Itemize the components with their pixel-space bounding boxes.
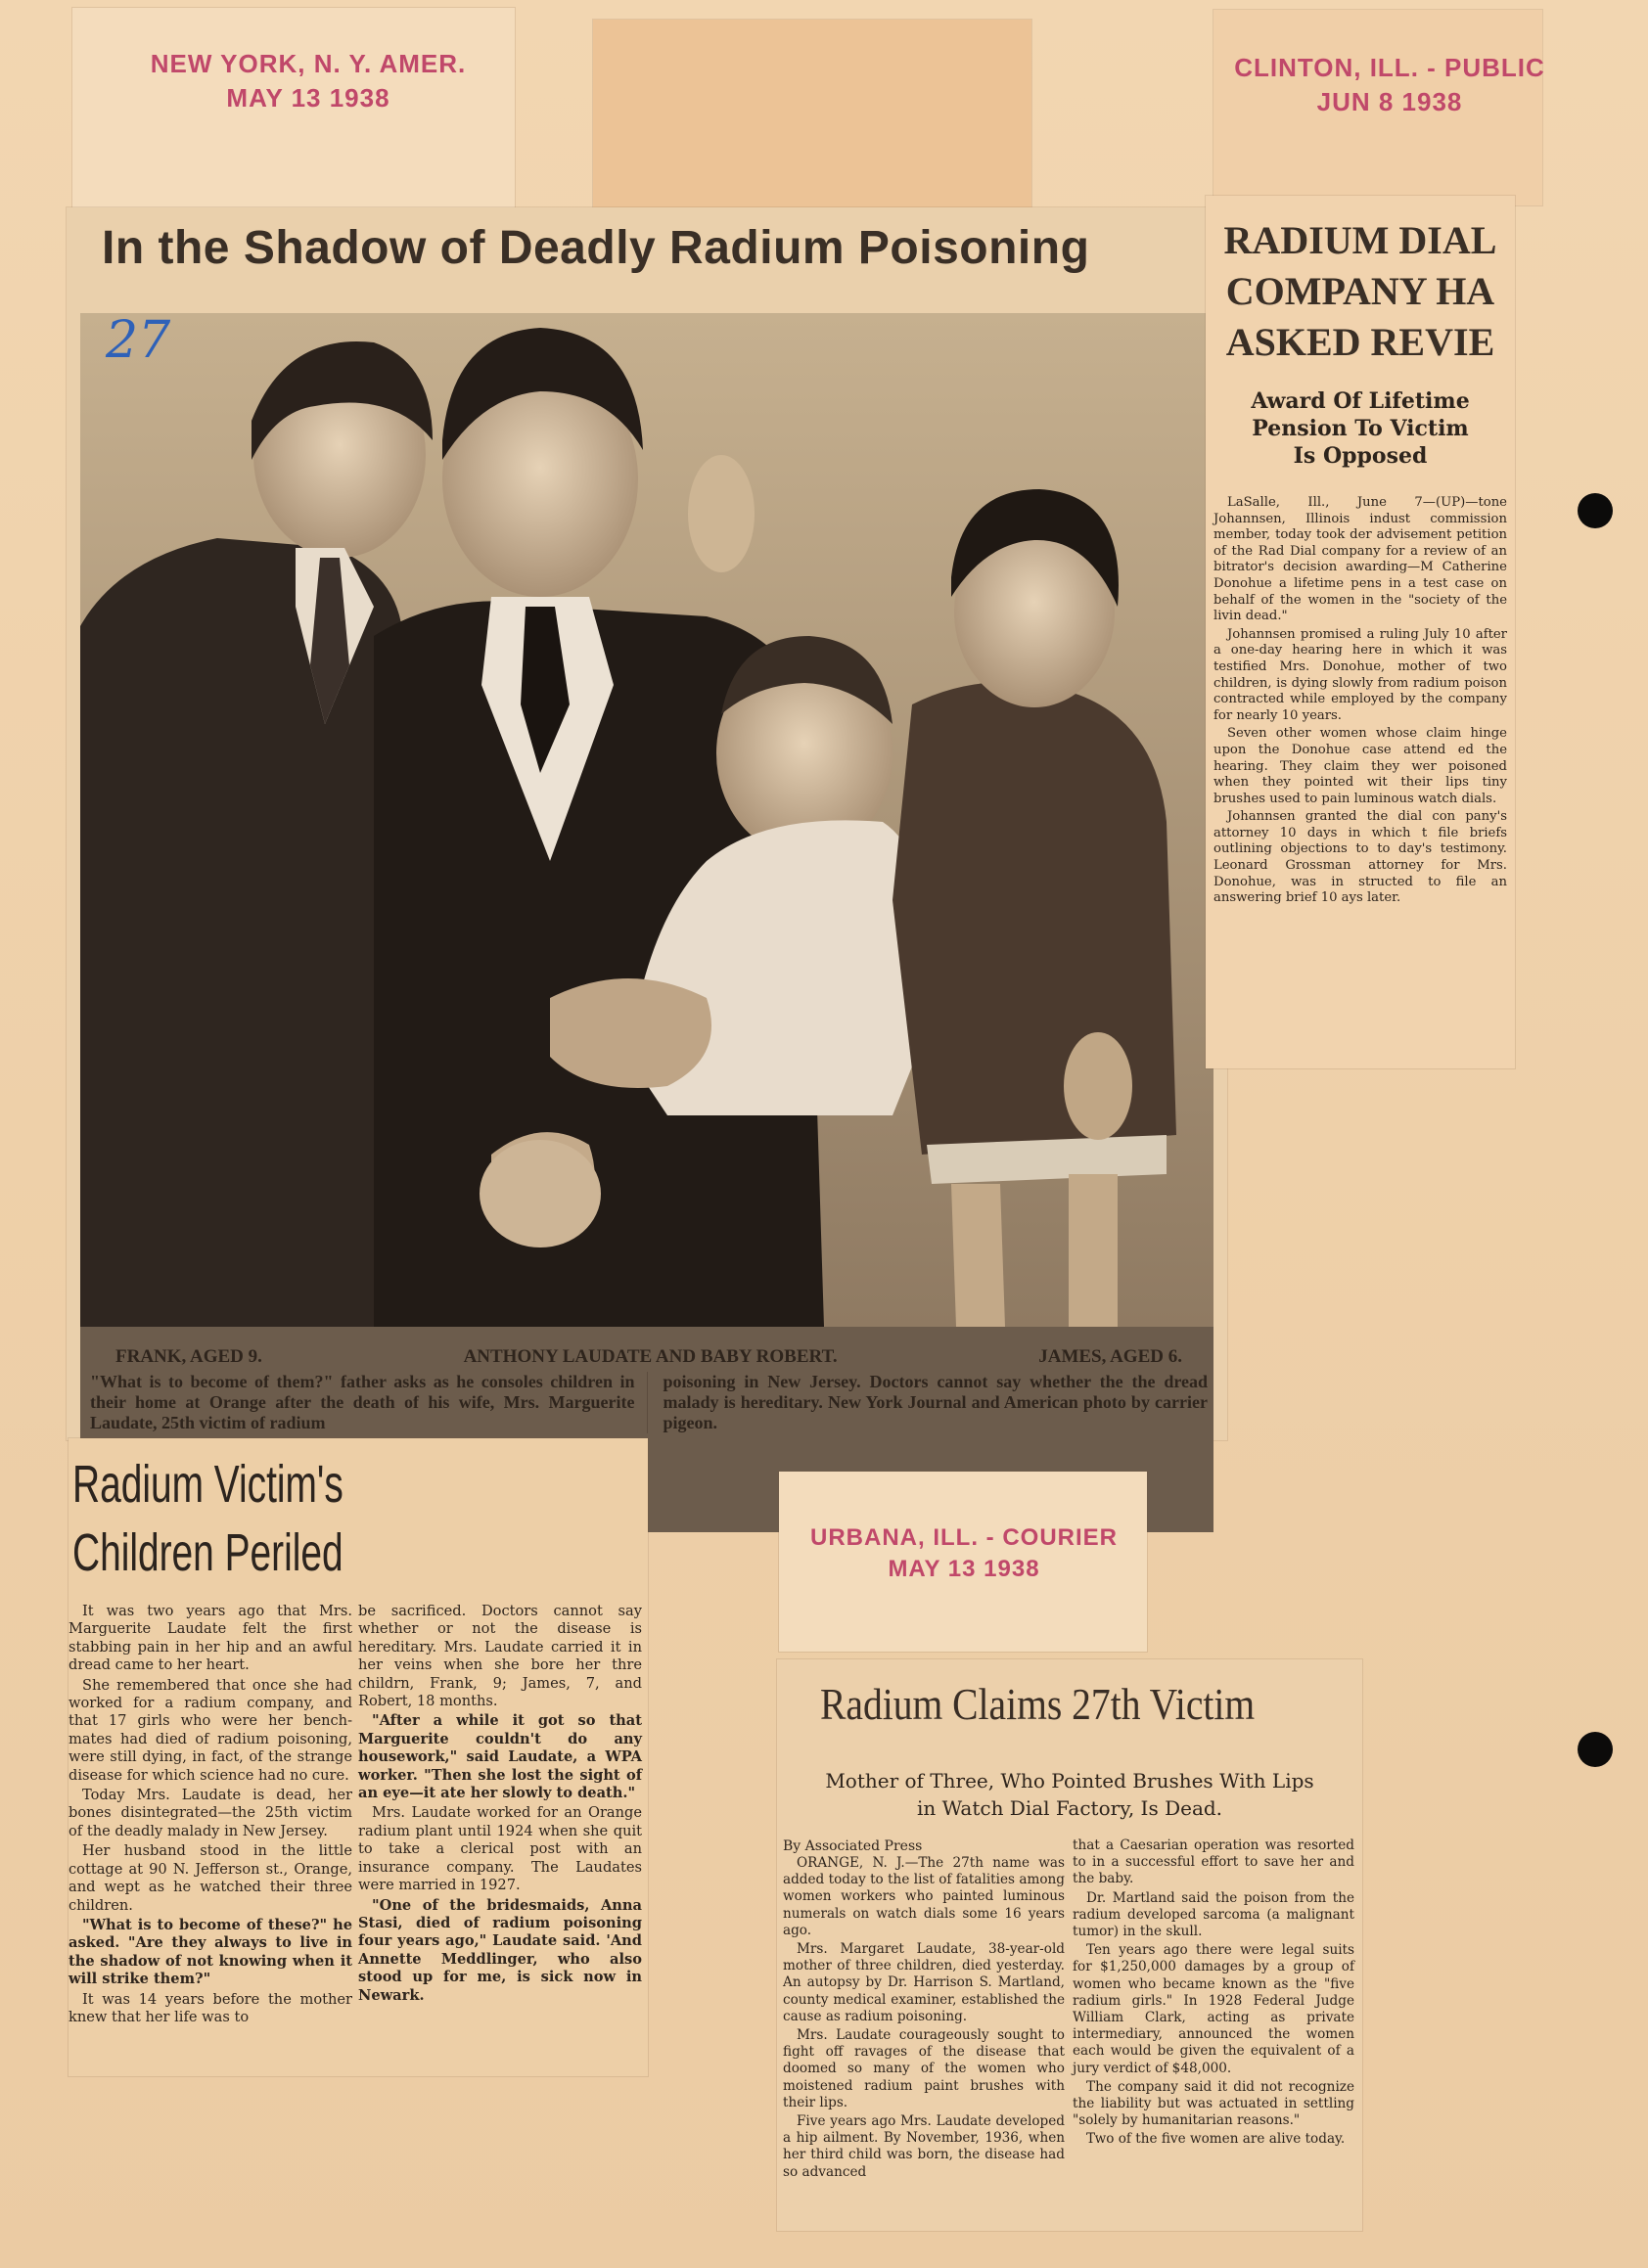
clinton-headline-line-1: RADIUM DIAL bbox=[1223, 218, 1497, 262]
clinton-subhead bbox=[1206, 387, 1515, 470]
urbana-subhead-line-1: Mother of Three, Who Pointed Brushes With Lips bbox=[825, 1769, 1314, 1792]
clinton-subhead-line-3: Is Opposed bbox=[1293, 443, 1428, 469]
urbana-paragraph: Mrs. Margaret Laudate, 38-year-old mother of three children, died yesterday. An autopsy by Dr. Harrison S. Martland, county medical examiner, established the cause as radium poisoning. bbox=[783, 1941, 1065, 2024]
ny-stamp bbox=[147, 47, 470, 115]
victim-paragraph: She remembered that once she had worked for a radium company, and that 17 girls who were her bench-mates had died of radium poisoning, were still dying, in fact, of the strange disease for which science had no cure. bbox=[69, 1676, 352, 1784]
victim-headline-line-1: Radium Victim's bbox=[72, 1455, 343, 1514]
binder-hole-bottom bbox=[1578, 1732, 1613, 1767]
victim-paragraph: It was two years ago that Mrs. Marguerite Laudate felt the first stabbing pain in her hip and an awful dread came to her heart. bbox=[69, 1603, 352, 1674]
urbana-stamp bbox=[783, 1522, 1145, 1586]
clinton-stamp-source: CLINTON, ILL. - PUBLIC bbox=[1234, 53, 1545, 82]
victim-paragraph: Mrs. Laudate worked for an Orange radium plant until 1924 when she quit to take a clerical post with an insurance company. The Laudates were married in 1927. bbox=[358, 1804, 642, 1894]
urbana-paragraph: The company said it did not recognize the liability but was actuated in settling "solely by humanitarian reasons." bbox=[1073, 2078, 1354, 2129]
ny-stamp-source: NEW YORK, N. Y. AMER. bbox=[150, 49, 467, 78]
victim-paragraph: Her husband stood in the little cottage at 90 N. Jefferson st., Orange, and wept as he watched their three children. bbox=[69, 1842, 352, 1914]
family-photo-image bbox=[80, 313, 1213, 1327]
clinton-subhead-line-2: Pension To Victim bbox=[1252, 416, 1469, 441]
clinton-subhead-line-1: Award Of Lifetime bbox=[1251, 388, 1470, 414]
main-caption bbox=[76, 1340, 1221, 1438]
urbana-headline: Radium Claims 27th Victim bbox=[820, 1679, 1256, 1729]
urbana-column-1 bbox=[783, 1837, 1065, 2183]
victim-quote: "What is to become of these?" he asked. "Are they always to live in the shadow of not knowing when it will strike them?" bbox=[69, 1916, 352, 1988]
urbana-clipping bbox=[777, 1659, 1362, 2231]
urbana-paragraph: Five years ago Mrs. Laudate developed a hip ailment. By November, 1936, when her third child was born, the disease had so advanced bbox=[783, 2113, 1065, 2180]
urbana-paragraph: Ten years ago there were legal suits for $1,250,000 damages by a group of women who became known as the "five radium girls." In 1928 Federal Judge William Clark, acting as private intermediary, announced the women each would be given the equivalent of a jury verdict of $48,000. bbox=[1073, 1942, 1354, 2076]
urbana-paragraph: ORANGE, N. J.—The 27th name was added today to the list of fatalities among women workers who painted luminous numerals on watch dials some 16 years ago. bbox=[783, 1855, 1065, 1938]
clinton-body bbox=[1213, 495, 1507, 909]
victim-paragraph: Today Mrs. Laudate is dead, her bones disintegrated—the 25th victim of the deadly malady in New Jersey. bbox=[69, 1787, 352, 1839]
blank-label-strip bbox=[593, 20, 1031, 215]
urbana-paragraph: Mrs. Laudate courageously sought to fight off ravages of the disease that doomed so many of the women who moistened radium paint brushes with their lips. bbox=[783, 2027, 1065, 2110]
victim-column-2 bbox=[358, 1603, 642, 2007]
clinton-stamp-date: JUN 8 1938 bbox=[1316, 87, 1463, 117]
caption-text-right: poisoning in New Jersey. Doctors cannot say whether the the dread malady is hereditary. New York Journal and American photo by carrier pigeon. bbox=[663, 1372, 1208, 1432]
caption-name-james: JAMES, AGED 6. bbox=[1038, 1346, 1182, 1367]
ny-stamp-date: MAY 13 1938 bbox=[226, 83, 390, 113]
victim-headline bbox=[72, 1450, 343, 1587]
urbana-subhead bbox=[777, 1767, 1362, 1822]
urbana-subhead-line-2: in Watch Dial Factory, Is Dead. bbox=[916, 1796, 1223, 1820]
clinton-paragraph: Johannsen promised a ruling July 10 after a one-day hearing here in which it was testified Mrs. Donohue, mother of two children, is dying slowly from radium poison contracted while employed by the company for nearly 10 years. bbox=[1213, 626, 1507, 723]
clinton-paragraph: Johannsen granted the dial con pany's attorney 10 days in which t file briefs outlining objections to to day's testimony. Leonard Grossman attorney for Mrs. Donohue, was in structed to file an answering brief 10 ays later. bbox=[1213, 809, 1507, 906]
victim-quote: "After a while it got so that Marguerite couldn't do any housework," said Laudate, a WPA worker. "Then she lost the sight of an eye—it ate her slowly to death." bbox=[358, 1712, 642, 1802]
urbana-paragraph: Two of the five women are alive today. bbox=[1086, 2131, 1346, 2148]
main-headline: In the Shadow of Deadly Radium Poisoning bbox=[102, 222, 1090, 274]
caption-text-left: "What is to become of them?" father asks as he consoles children in their home at Orange after the death of his wife, Mrs. Marguerite Laudate, 25th victim of radium bbox=[90, 1372, 648, 1433]
clinton-headline-line-2: COMPANY HA bbox=[1225, 269, 1495, 313]
clinton-clipping bbox=[1206, 196, 1515, 1068]
caption-names bbox=[76, 1340, 1221, 1372]
urbana-stamp-date: MAY 13 1938 bbox=[888, 1556, 1040, 1583]
urbana-stamp-source: URBANA, ILL. - COURIER bbox=[810, 1524, 1118, 1551]
binder-hole-top bbox=[1578, 493, 1613, 528]
victim-paragraph: be sacrificed. Doctors cannot say whether or not the disease is hereditary. Mrs. Laudate carried it in her veins when she bore her thre childrn, Frank, 9; James, 7, and Robert, 18 months. bbox=[358, 1603, 642, 1710]
clinton-paragraph: Seven other women whose claim hinge upon the Donohue case attend ed the hearing. They claim they wer poisoned when they pointed wit their lips tiny brushes used to pain luminous watch dials. bbox=[1213, 726, 1507, 806]
urbana-column-2 bbox=[1073, 1837, 1354, 2151]
urbana-paragraph: that a Caesarian operation was resorted to in a successful effort to save her and the baby. bbox=[1073, 1837, 1354, 1887]
caption-name-frank: FRANK, AGED 9. bbox=[115, 1346, 262, 1367]
clinton-paragraph: LaSalle, Ill., June 7—(UP)—tone Johannsen, Illinois indust commission member, today took der advisement petition of the Rad Dial company for a review of an bitrator's decision awarding—M Catherine Donohue a lifetime pens in a test case on behalf of the women in the "society of the livin dead." bbox=[1213, 495, 1507, 624]
clinton-stamp bbox=[1233, 51, 1546, 119]
clinton-headline bbox=[1206, 215, 1515, 368]
victim-paragraph: It was 14 years before the mother knew that her life was to bbox=[69, 1990, 352, 2025]
victim-headline-line-2: Children Periled bbox=[72, 1523, 343, 1582]
victim-column-1 bbox=[69, 1603, 352, 2028]
clinton-headline-line-3: ASKED REVIE bbox=[1225, 320, 1495, 364]
victim-clipping bbox=[69, 1438, 648, 2076]
urbana-byline: By Associated Press bbox=[783, 1838, 923, 1854]
caption-name-anthony: ANTHONY LAUDATE AND BABY ROBERT. bbox=[463, 1346, 838, 1367]
urbana-paragraph: Dr. Martland said the poison from the radium developed sarcoma (a malignant tumor) in the skull. bbox=[1073, 1889, 1354, 1940]
victim-quote: "One of the bridesmaids, Anna Stasi, died of radium poisoning four years ago," Laudate said. 'And Annette Meddlinger, who also stood up for me, is sick now in Newark. bbox=[358, 1896, 642, 2004]
handwritten-number: 27 bbox=[106, 311, 171, 370]
